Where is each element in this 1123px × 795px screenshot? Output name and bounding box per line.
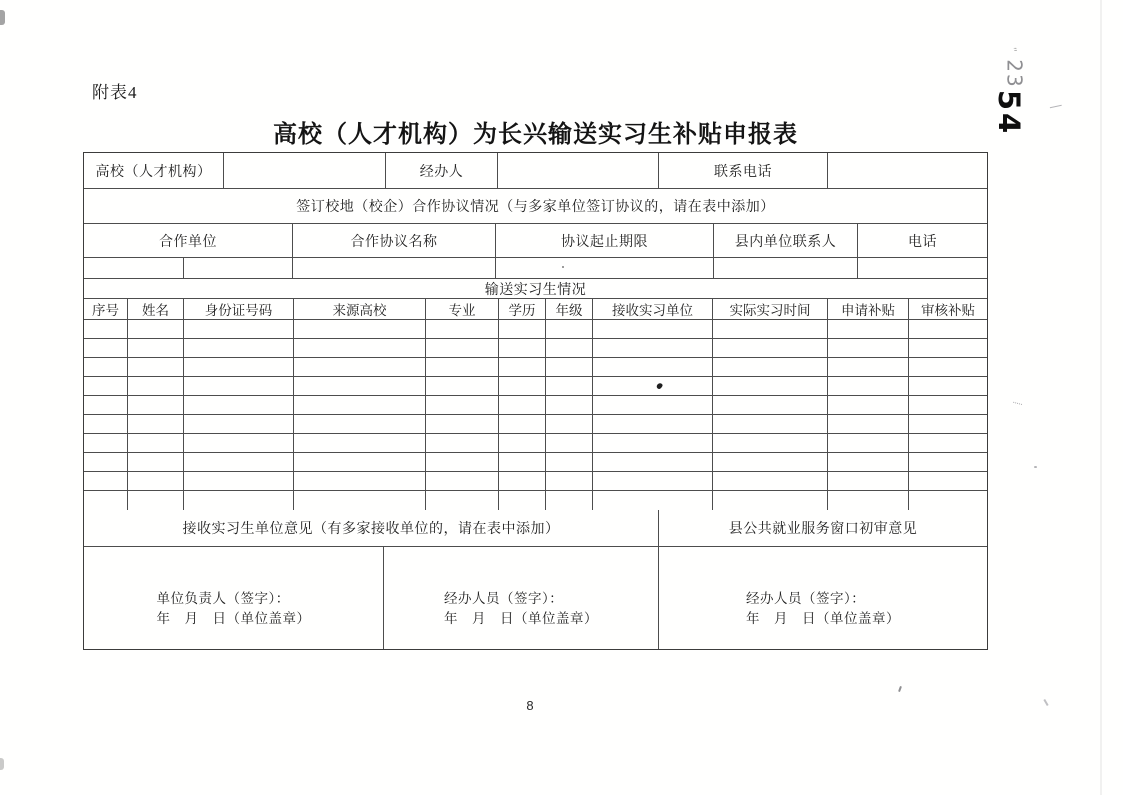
intern-empty-cell: [828, 415, 909, 433]
intern-empty-cell: [184, 491, 294, 510]
agreement-empty-cell: [84, 258, 184, 278]
intern-empty-cell: [184, 320, 294, 338]
intern-empty-cell: [909, 339, 987, 357]
agreement-empty-cell: [293, 258, 496, 278]
intern-empty-cell: [593, 320, 713, 338]
intern-empty-cell: [546, 339, 593, 357]
intern-empty-cell: [713, 415, 828, 433]
intern-empty-cell: [546, 434, 593, 452]
unit-head-signature-cell: [84, 547, 384, 649]
intern-empty-cell: [546, 396, 593, 414]
intern-empty-cell: [128, 415, 184, 433]
intern-empty-cell: [499, 320, 546, 338]
scan-artifact-tick: [898, 686, 902, 692]
intern-empty-cell: [909, 358, 987, 376]
intern-empty-cell: [84, 320, 128, 338]
intern-empty-cell: [546, 472, 593, 490]
intern-empty-cell: [828, 472, 909, 490]
county-handler-date-line: 年 月 日（单位盖章）: [746, 611, 900, 626]
intern-empty-cell: [713, 396, 828, 414]
intern-col-university: 来源高校: [294, 299, 426, 319]
agreement-col-partner: 合作单位: [84, 224, 293, 257]
intern-empty-cell: [128, 358, 184, 376]
intern-empty-row: [84, 415, 987, 434]
intern-empty-cell: [294, 339, 426, 357]
agreement-empty-cell: [184, 258, 293, 278]
signature-row: [84, 547, 987, 649]
intern-empty-cell: [128, 434, 184, 452]
intern-empty-cell: [546, 377, 593, 395]
intern-empty-cell: [426, 377, 499, 395]
intern-empty-row: [84, 358, 987, 377]
intern-empty-cell: [546, 453, 593, 471]
intern-empty-cell: [499, 396, 546, 414]
intern-empty-cell: [184, 472, 294, 490]
intern-empty-cell: [426, 434, 499, 452]
intern-empty-cell: [593, 434, 713, 452]
intern-empty-cell: [713, 320, 828, 338]
intern-empty-cell: [184, 358, 294, 376]
intern-empty-cell: [593, 415, 713, 433]
intern-empty-cell: [909, 396, 987, 414]
intern-empty-cell: [593, 453, 713, 471]
intern-empty-cell: [593, 472, 713, 490]
intern-empty-cell: [546, 358, 593, 376]
intern-empty-cell: [294, 453, 426, 471]
scan-artifact-corner: [0, 10, 5, 25]
application-form-table: [83, 152, 988, 650]
intern-empty-cell: [426, 453, 499, 471]
page-number: 8: [526, 698, 534, 713]
intern-empty-cell: [713, 472, 828, 490]
intern-empty-cell: [84, 453, 128, 471]
agreement-section-title: 签订校地（校企）合作协议情况（与多家单位签订协议的，请在表中添加）: [296, 200, 775, 215]
scan-artifact-corner: [0, 758, 4, 770]
scan-edge-line: [1100, 0, 1102, 795]
intern-empty-cell: [84, 472, 128, 490]
intern-empty-cell: [294, 434, 426, 452]
intern-empty-cell: [294, 472, 426, 490]
handwritten-tick-mark: ″: [1005, 46, 1019, 54]
intern-empty-cell: [84, 358, 128, 376]
intern-empty-cell: [128, 320, 184, 338]
agreement-empty-row: [84, 258, 987, 279]
intern-empty-cell: [84, 415, 128, 433]
handler-value-cell: [498, 153, 659, 188]
intern-empty-cell: [593, 491, 713, 510]
opinion-row: [84, 510, 987, 547]
intern-empty-cell: [828, 320, 909, 338]
agreement-empty-cell: [496, 258, 714, 278]
intern-empty-cell: [546, 491, 593, 510]
county-review-cell: 县公共就业服务窗口初审意见: [728, 522, 918, 537]
intern-empty-cell: [294, 396, 426, 414]
intern-empty-cell: [426, 491, 499, 510]
intern-empty-cell: [128, 491, 184, 510]
intern-empty-cell: [499, 377, 546, 395]
intern-empty-cell: [593, 377, 713, 395]
intern-empty-row: [84, 472, 987, 491]
intern-empty-cell: [909, 415, 987, 433]
intern-empty-cell: [546, 415, 593, 433]
intern-empty-row: [84, 320, 987, 339]
intern-empty-cell: [294, 415, 426, 433]
intern-empty-cell: [294, 377, 426, 395]
intern-empty-cell: [128, 453, 184, 471]
intern-section-row: [84, 279, 987, 299]
intern-empty-cell: [84, 434, 128, 452]
intern-empty-cell: [128, 472, 184, 490]
intern-empty-cell: [713, 491, 828, 510]
intern-empty-cell: [184, 396, 294, 414]
agreement-section-row: [84, 189, 987, 224]
handler-signature-cell: [384, 547, 659, 649]
intern-empty-cell: [499, 415, 546, 433]
intern-col-index: 序号: [84, 299, 128, 319]
intern-empty-row: [84, 377, 987, 396]
intern-empty-cell: [294, 320, 426, 338]
intern-empty-cell: [909, 377, 987, 395]
org-label-cell: 高校（人才机构）: [84, 153, 224, 188]
agreement-header-row: [84, 224, 987, 258]
intern-empty-cell: [499, 358, 546, 376]
handwritten-number-upper: 23: [1002, 59, 1027, 89]
intern-empty-cell: [84, 396, 128, 414]
intern-empty-row: [84, 491, 987, 510]
agreement-col-contact: 县内单位联系人: [714, 224, 858, 257]
agreement-empty-cell: [858, 258, 987, 278]
intern-empty-cell: [593, 358, 713, 376]
intern-empty-cell: [499, 453, 546, 471]
unit-head-date-line: 年 月 日（单位盖章）: [156, 611, 311, 626]
scan-artifact-dot: [1034, 466, 1037, 468]
agreement-col-phone: 电话: [908, 234, 937, 250]
agreement-col-name: 合作协议名称: [293, 224, 496, 257]
intern-empty-cell: [828, 358, 909, 376]
intern-empty-cell: [184, 377, 294, 395]
intern-col-name: 姓名: [128, 299, 184, 319]
intern-empty-cell: [294, 358, 426, 376]
intern-empty-cell: [128, 339, 184, 357]
intern-empty-cell: [184, 415, 294, 433]
scan-artifact-tick: [1043, 699, 1048, 706]
intern-empty-cell: [499, 491, 546, 510]
intern-empty-cell: [426, 320, 499, 338]
intern-empty-cell: [713, 434, 828, 452]
phone-value-cell: [828, 153, 987, 188]
employer-opinion-cell: 接收实习生单位意见（有多家接收单位的，请在表中添加）: [84, 510, 659, 546]
phone-label-cell: 联系电话: [659, 153, 828, 188]
intern-empty-cell: [294, 491, 426, 510]
handler-date-line: 年 月 日（单位盖章）: [444, 611, 598, 626]
scan-artifact-smudge: [1050, 105, 1062, 110]
intern-empty-cell: [499, 434, 546, 452]
intern-empty-cell: [909, 472, 987, 490]
intern-empty-cell: [909, 320, 987, 338]
intern-empty-row: [84, 434, 987, 453]
intern-empty-cell: [184, 434, 294, 452]
intern-empty-cell: [84, 491, 128, 510]
intern-empty-row: [84, 453, 987, 472]
intern-empty-cell: [184, 339, 294, 357]
unit-head-signature-label: 单位负责人（签字）：: [156, 591, 290, 606]
intern-empty-cell: [426, 415, 499, 433]
intern-empty-cell: [426, 339, 499, 357]
intern-col-employer: 接收实习单位: [593, 299, 713, 319]
intern-empty-cell: [128, 377, 184, 395]
intern-empty-rows: [84, 320, 987, 510]
intern-empty-cell: [828, 434, 909, 452]
county-handler-signature-label: 经办人员（签字）：: [746, 591, 866, 606]
agreement-col-term: 协议起止期限: [496, 224, 714, 257]
intern-empty-cell: [828, 453, 909, 471]
intern-empty-row: [84, 339, 987, 358]
intern-empty-cell: [499, 339, 546, 357]
intern-empty-cell: [84, 377, 128, 395]
intern-empty-cell: [184, 453, 294, 471]
handler-label-cell: 经办人: [386, 153, 498, 188]
appendix-label: 附表4: [92, 83, 138, 102]
intern-empty-cell: [593, 396, 713, 414]
intern-section-title: 输送实习生情况: [484, 282, 587, 298]
intern-empty-cell: [909, 453, 987, 471]
handler-signature-label: 经办人员（签字）：: [444, 591, 564, 606]
intern-col-grade: 年级: [546, 299, 593, 319]
intern-empty-cell: [713, 453, 828, 471]
intern-empty-cell: [828, 491, 909, 510]
intern-empty-cell: [426, 472, 499, 490]
agreement-empty-cell: [714, 258, 858, 278]
intern-col-degree: 学历: [499, 299, 546, 319]
intern-empty-cell: [713, 377, 828, 395]
intern-empty-cell: [713, 358, 828, 376]
scan-artifact-smudge: [1013, 395, 1024, 405]
intern-empty-cell: [828, 339, 909, 357]
intern-empty-cell: [499, 472, 546, 490]
intern-empty-cell: [593, 339, 713, 357]
intern-empty-cell: [426, 358, 499, 376]
intern-col-period: 实际实习时间: [713, 299, 828, 319]
org-value-cell: [224, 153, 386, 188]
form-title: 高校（人才机构）为长兴输送实习生补贴申报表: [273, 121, 798, 148]
info-row: [84, 153, 987, 189]
intern-col-id-number: 身份证号码: [184, 299, 294, 319]
intern-col-major: 专业: [426, 299, 499, 319]
intern-empty-row: [84, 396, 987, 415]
county-handler-signature-cell: [659, 547, 987, 649]
intern-header-row: [84, 299, 987, 320]
intern-col-approved-subsidy: 审核补贴: [921, 303, 975, 318]
intern-empty-cell: [828, 396, 909, 414]
intern-empty-cell: [426, 396, 499, 414]
intern-empty-cell: [713, 339, 828, 357]
intern-empty-cell: [546, 320, 593, 338]
intern-empty-cell: [828, 377, 909, 395]
handwritten-number-lower: 54: [992, 89, 1027, 137]
intern-col-requested-subsidy: 申请补贴: [828, 299, 909, 319]
intern-empty-cell: [128, 396, 184, 414]
intern-empty-cell: [84, 339, 128, 357]
intern-empty-cell: [909, 491, 987, 510]
intern-empty-cell: [909, 434, 987, 452]
